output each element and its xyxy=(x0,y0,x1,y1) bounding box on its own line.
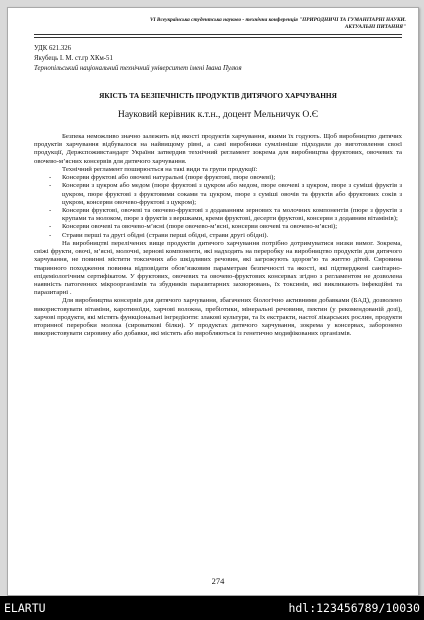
viewer-status-bar xyxy=(0,596,424,620)
list-item xyxy=(34,207,402,223)
list-item-text: Консерви овочеві та овочево-м’ясні (пюре овочево-м’ясні, консерви овочеві та овочево-м’ясні); xyxy=(62,223,338,231)
list-item-text: Консерви фруктові або овочеві натуральні (пюре фруктові, пюре овочеві); xyxy=(62,174,276,182)
paper-title: ЯКІСТЬ ТА БЕЗПЕЧНІСТЬ ПРОДУКТІВ ДИТЯЧОГО ХАРЧУВАННЯ xyxy=(99,91,337,100)
list-item xyxy=(34,232,402,240)
paragraph: На виробництві перелічених вище продуктів дитячого харчування потрібно дотримуватися низки вимог. Зокрема, свіжі фрукти, овочі, м’ясні, молочні, зернові компоненти, які надходять на переробку на виробництво продуктів для дитячого харчування, не повинні містити токсичних або шкідливих речовин, які загрожують здоров’ю та життю дітей. Сировина тваринного походження повинна відповідати обов’язковим параметрам безпечності та якості, які підтверджені санітарно-епідеміологічним сертифікатом. У фруктових, овочевих та овочево-фруктових консервах згідно з регламентом не дозволена наявність патогенних мікроорганізмів та збудників паразитарних захворювань, їх токсинів, які викликають інфекційні та паразитарні . xyxy=(34,239,402,297)
list-bullet: - xyxy=(49,182,52,190)
page-number: 274 xyxy=(211,576,225,586)
handle-identifier: hdl:123456789/10030 xyxy=(288,601,420,615)
udk-code: УДК 621.326 xyxy=(34,45,72,52)
list-item-text: Консерви з цукром або медом (пюре фруктові з цукром або медом, пюре овочеві з цукром, пюре з суміші фруктів з цукром, пюре фруктові з фруктовими соками та цукром, пюре з суміші овочів та фруктів або фруктових соків з цукром, консерви овочево-фруктові з цукром); xyxy=(62,182,402,206)
conference-header-line-2: АКТУАЛЬНІ ПИТАННЯ" xyxy=(344,24,406,30)
repository-label: ELARTU xyxy=(4,601,46,615)
body-text xyxy=(34,133,402,338)
header-rule-thick xyxy=(34,34,402,35)
paragraph: Безпека неможливо значно залежить від якості продуктів харчування, якими їх годують. Щоб виробництво дитячих продуктів харчування відбувалося на найвищому рівні, а самі виробники сумлінніше підходили до виготовлення своєї продукції, Держспоживстандарт України затвердив технічний регламент зокрема для виробництва фруктових, овочевих та овочево-м’ясних консервів для дитячого харчування. xyxy=(34,133,402,165)
document-page xyxy=(7,7,419,596)
list-bullet: - xyxy=(49,231,52,239)
list-bullet: - xyxy=(49,206,52,214)
header-rule-thin xyxy=(34,37,402,38)
paragraph: Для виробництва консервів для дитячого харчування, збагачених біологічно активними добавками (БАД), дозволено використовувати вітаміни, каротиноїди, харчові волокна, пребіотики, мінеральні речовини, пектин (у рекомендованій дозі), харчові продукти, які містять функціональні інгредієнти: злакові культури, та їх екстракти, настої лікарських рослин, продукти вторинної переробки молока (сироваткові білки). У продуктах дитячого харчування, зокрема у консервах, заборонено використовувати сировину або добавки, які містять або виробляються із генетично модифікованих організмів. xyxy=(34,297,402,338)
list-item xyxy=(34,174,402,182)
conference-header xyxy=(34,17,406,31)
list-bullet: - xyxy=(49,174,52,182)
list-item xyxy=(34,223,402,231)
author-line: Якубець І. М. ст.гр ХКм-51 xyxy=(34,55,113,62)
list-item-text: Консерви фруктові, овочеві та овочево-фруктові з додаванням зернових та молочних компонентів (пюре з фруктів з крупами та молоком, пюре з фруктів з вершками, креми фруктові, десерти фруктові, консерви з додавням вітамінів); xyxy=(62,206,402,223)
list-bullet: - xyxy=(49,223,52,231)
list-item xyxy=(34,182,402,207)
advisor-line: Науковий керівник к.т.н., доцент Мельничук О.Є xyxy=(117,109,319,120)
paragraph: Технічний регламент поширюється на такі види та групи продукції: xyxy=(62,165,258,173)
university-line: Тернопільський національний технічний університет імені Івана Пулюя xyxy=(34,65,242,72)
conference-header-line-1: VІ Всеукраїнська студентська науково - технічна конференція "ПРИРОДНИЧІ ТА ГУМАНІТАРНІ НАУКИ. xyxy=(150,17,406,23)
list-item-text: Страви перші та другі обідні (страви перші обідні, страви другі обідні). xyxy=(62,231,269,239)
